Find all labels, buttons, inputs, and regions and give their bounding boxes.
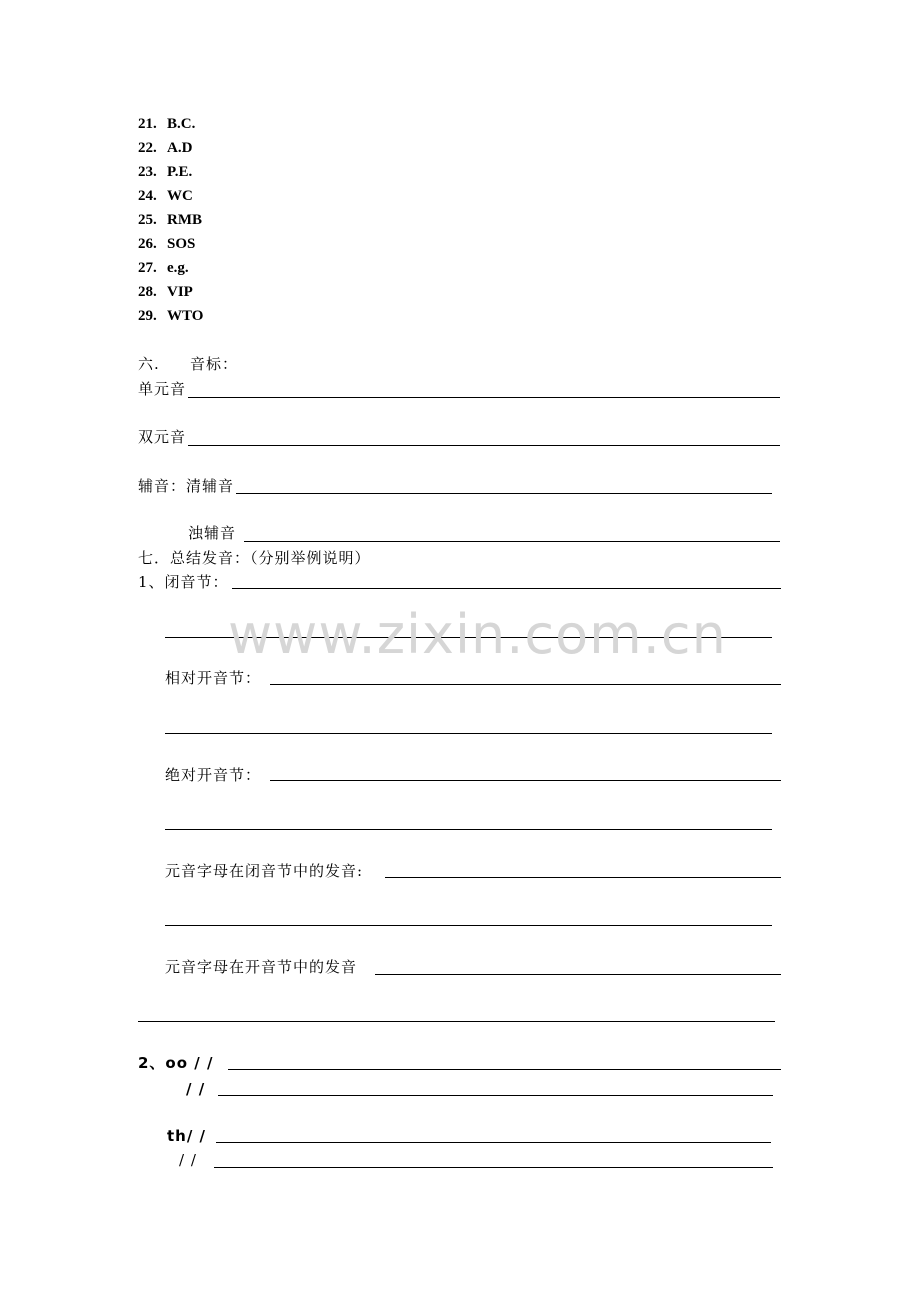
diphthong-label: 双元音 bbox=[138, 428, 187, 446]
oo-sound-label: 2、oo / / bbox=[138, 1054, 214, 1072]
monophthong-label: 单元音 bbox=[138, 380, 187, 398]
absolute-open-syllable-label: 绝对开音节： bbox=[165, 766, 262, 784]
abbr-item-23: 23. P.E. bbox=[138, 164, 193, 180]
monophthong-answer-line[interactable] bbox=[188, 397, 780, 398]
closed-syllable-answer-line[interactable] bbox=[232, 588, 781, 589]
abbr-item-29: 29. WTO bbox=[138, 308, 204, 324]
abbr-item-25: 25. RMB bbox=[138, 212, 202, 228]
abbr-item-26: 26. SOS bbox=[138, 236, 196, 252]
vowel-open-answer-line[interactable] bbox=[375, 974, 781, 975]
section7-heading: 七．总结发音：（分别举例说明） bbox=[138, 549, 371, 567]
abbr-item-27: 27. e.g. bbox=[138, 260, 189, 276]
th-sound-answer-line-2[interactable] bbox=[214, 1167, 773, 1168]
relative-open-syllable-label: 相对开音节： bbox=[165, 669, 262, 687]
th-sound-answer-line[interactable] bbox=[216, 1142, 771, 1143]
section6-number: 六. bbox=[138, 355, 160, 373]
vowel-closed-answer-line[interactable] bbox=[385, 877, 781, 878]
voiceless-consonant-label: 辅音：清辅音 bbox=[138, 477, 235, 495]
absolute-open-answer-line-2[interactable] bbox=[165, 829, 772, 830]
section6-title: 音标： bbox=[190, 355, 239, 373]
oo-sound-answer-line[interactable] bbox=[228, 1069, 781, 1070]
oo-sound-answer-line-2[interactable] bbox=[218, 1095, 773, 1096]
vowel-open-syllable-label: 元音字母在开音节中的发音 bbox=[165, 958, 358, 976]
vowel-closed-syllable-label: 元音字母在闭音节中的发音: bbox=[165, 862, 364, 880]
abbr-item-24: 24. WC bbox=[138, 188, 193, 204]
diphthong-answer-line[interactable] bbox=[188, 445, 780, 446]
voiceless-consonant-answer-line[interactable] bbox=[236, 493, 772, 494]
oo-sound-label-2: / / bbox=[186, 1080, 206, 1098]
closed-syllable-label: 1、闭音节： bbox=[138, 573, 229, 591]
vowel-open-answer-line-2[interactable] bbox=[138, 1021, 775, 1022]
relative-open-answer-line-2[interactable] bbox=[165, 733, 772, 734]
abbr-item-21: 21. B.C. bbox=[138, 116, 196, 132]
th-sound-label: th/ / bbox=[167, 1127, 207, 1145]
voiced-consonant-label: 浊辅音 bbox=[188, 524, 237, 542]
abbr-item-22: 22. A.D bbox=[138, 140, 193, 156]
vowel-closed-answer-line-2[interactable] bbox=[165, 925, 772, 926]
absolute-open-answer-line[interactable] bbox=[270, 780, 781, 781]
relative-open-answer-line[interactable] bbox=[270, 684, 781, 685]
th-sound-label-2: / / bbox=[179, 1151, 197, 1169]
watermark: www.zixin.com.cn bbox=[228, 603, 727, 666]
abbr-item-28: 28. VIP bbox=[138, 284, 193, 300]
voiced-consonant-answer-line[interactable] bbox=[244, 541, 780, 542]
